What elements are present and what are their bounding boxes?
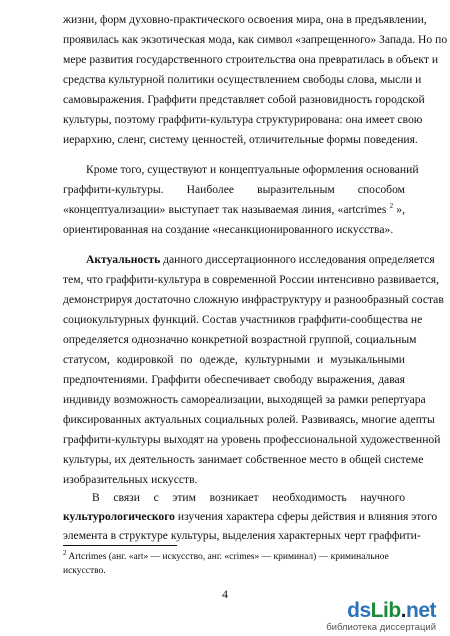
text-line: элемента в структуре культуры, выделения характерных черт граффити- <box>63 529 421 542</box>
text-line: жизни, форм духовно-практического освоения мира, она в предъявлении, <box>63 13 427 26</box>
watermark-subtitle: библиотека диссертаций <box>326 622 436 633</box>
text-line: граффити-культуры. Наиболее выразительным способом <box>63 183 405 196</box>
text-fragment: изучения характера сферы действия и влияния этого <box>174 510 438 523</box>
footnote-continuation: искусство. <box>63 566 106 576</box>
text-line: социокультурных функций. Состав участников граффити-сообщества не <box>63 313 423 326</box>
text-line: Кроме того, существуют и концептуальные оформления оснований <box>86 163 419 176</box>
text-line <box>63 507 438 527</box>
text-fragment: », <box>396 203 405 216</box>
text-line: ориентированная на создание «несанкционированного искусства». <box>63 223 394 236</box>
watermark-brand <box>347 600 436 622</box>
text-line: фиксированных актуальных социальных ролей. Развиваясь, многие адепты <box>63 413 435 426</box>
text-line: проявилась как экзотическая мода, как символ «запрещенного» Запада. Но по <box>63 33 448 46</box>
text-fragment: «концептуализации» выступает так называемая линия, «artcrimes <box>63 203 387 216</box>
watermark-brand-part: . <box>400 599 406 622</box>
footnote-marker: 2 <box>63 548 67 557</box>
text-line: В связи с этим возникает необходимость научного <box>92 491 405 504</box>
text-line: предпочтениями. Граффити обеспечивает свободу выражения, давая <box>63 373 405 386</box>
text-line: культуры, их деятельность занимает собственное место в общей системе <box>63 453 424 466</box>
watermark-brand-part: ds <box>347 599 371 622</box>
page-number: 4 <box>222 587 228 601</box>
text-line: статусом, кодировкой по одежде, культурными и музыкальными <box>63 353 405 366</box>
text-line: демонстрируя достаточно сложную инфраструктуру и разнообразный состав <box>63 293 444 306</box>
text-line <box>86 250 435 270</box>
text-line: средства культурной политики осуществлением свободы слова, мысли и <box>63 73 422 86</box>
footnote-text: Artcrimes (анг. «art» — искусство, анг. «crimes» — криминал) — криминальное <box>66 552 389 562</box>
text-line: культуры, поэтому граффити-культура структурирована: она имеет свою <box>63 113 423 126</box>
bold-term: Актуальность <box>86 253 161 266</box>
text-line: самовыражения. Граффити представляет собой разновидность городской <box>63 93 425 106</box>
bold-term: культурологического <box>63 510 175 523</box>
text-line: мере развития государственного строительства она превратилась в объект и <box>63 53 439 66</box>
watermark-brand-part: Lib <box>370 599 401 622</box>
text-line: изобразительных искусств. <box>63 473 198 486</box>
text-line: граффити-культуры выходят на уровень профессиональной художественной <box>63 433 441 446</box>
text-line: определяется однозначно конкретной возрастной группой, социальным <box>63 333 417 346</box>
text-line <box>63 200 405 220</box>
text-fragment: данного диссертационного исследования определяется <box>160 253 435 266</box>
watermark-logo <box>328 600 440 634</box>
text-line: тем, что граффити-культура в современной России интенсивно развивается, <box>63 273 440 286</box>
watermark-brand-part: net <box>406 599 436 622</box>
footnote <box>63 550 405 564</box>
text-line: индивиду возможность самореализации, выходящей за рамки репертуара <box>63 393 426 406</box>
text-line: иерархию, сленг, систему ценностей, отличительные формы поведения. <box>63 133 418 146</box>
footnote-ref: 2 <box>389 202 394 211</box>
